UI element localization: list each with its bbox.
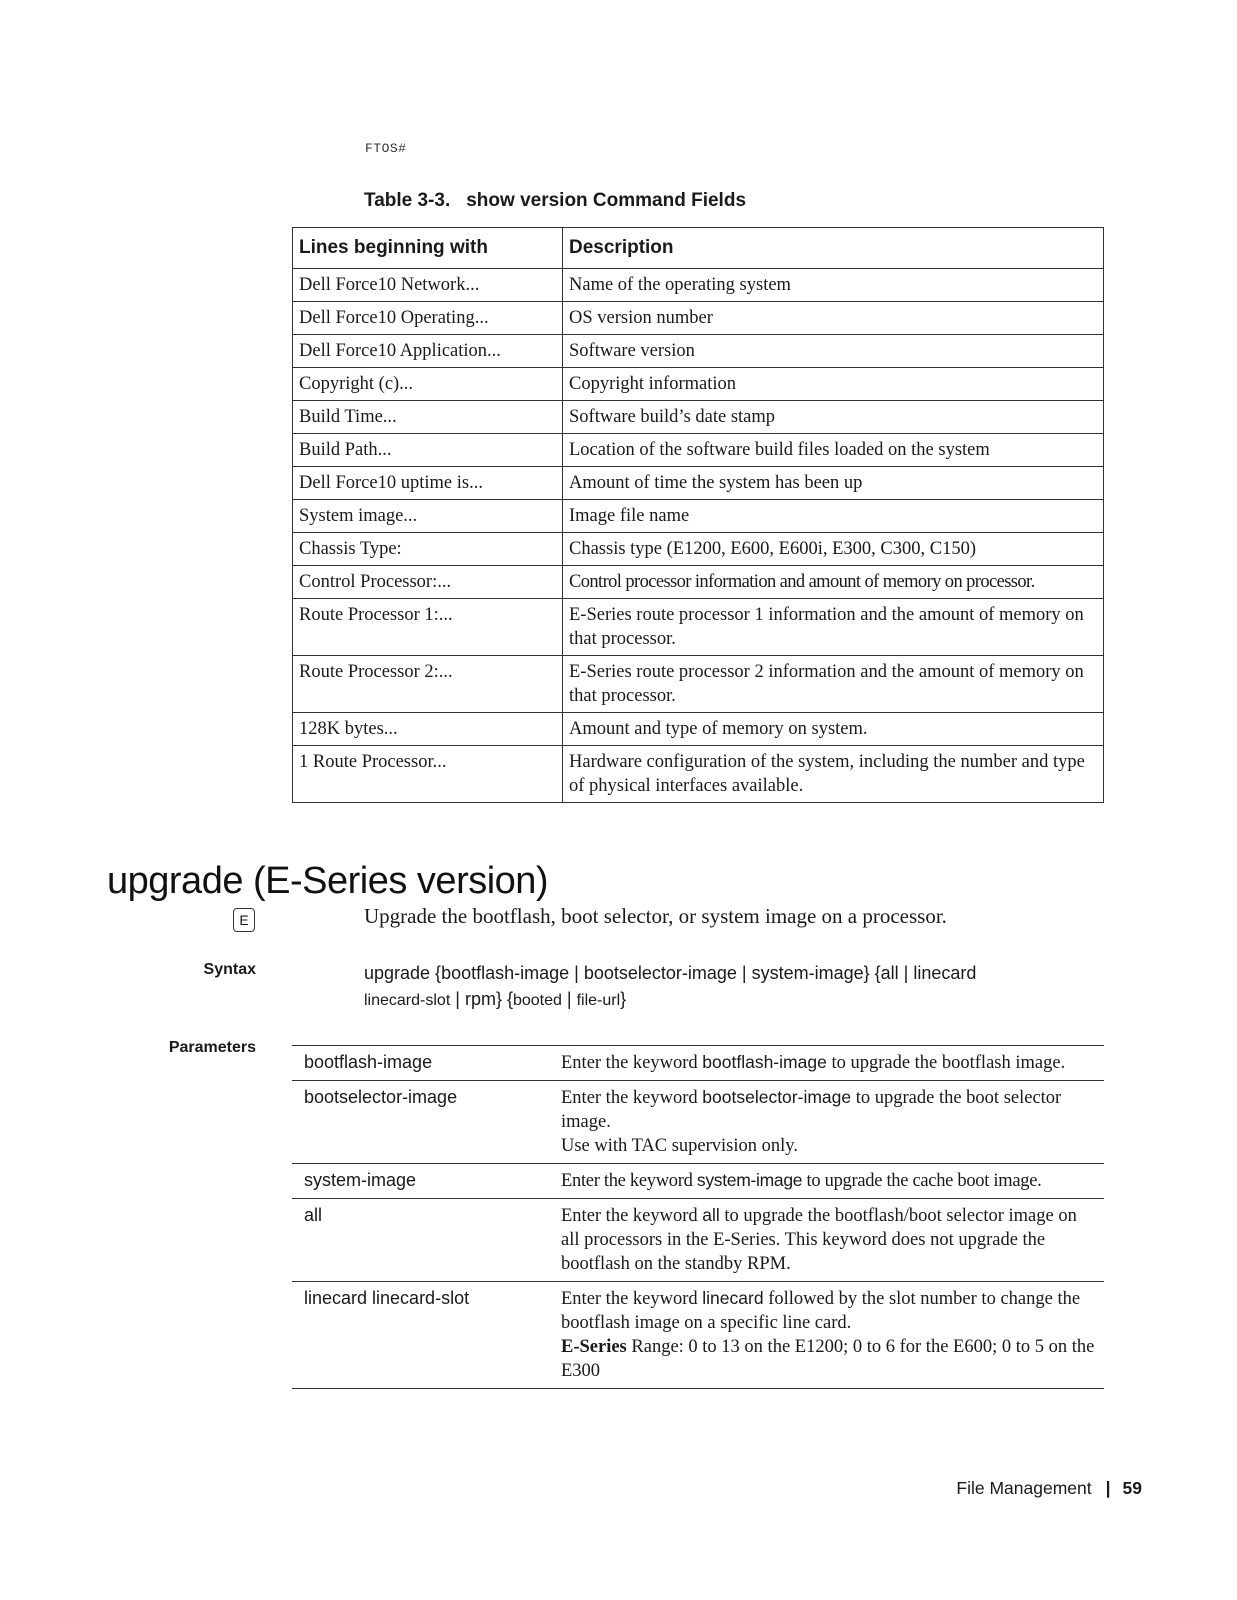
parameter-row [292, 1081, 1104, 1164]
cell-description: E-Series route processor 1 information and the amount of memory on that processor. [563, 599, 1104, 656]
e-series-platform-icon: E [233, 908, 255, 932]
desc-text: to upgrade the bootflash/boot selector image on all processors in the E-Series. This keyword does not upgrade the bootflash on the standby RPM. [561, 1206, 1077, 1274]
page-footer [956, 1478, 1142, 1499]
cell-description: E-Series route processor 2 information and the amount of memory on that processor. [563, 656, 1104, 713]
syntax-arg-file-url: file-url [576, 992, 621, 1009]
column-header-description: Description [563, 228, 1104, 269]
cell-description: Software build’s date stamp [563, 401, 1104, 434]
cell-line: System image... [293, 500, 563, 533]
footer-separator: | [1105, 1478, 1111, 1498]
table-header-row [293, 228, 1104, 269]
desc-text: Enter the keyword [561, 1206, 703, 1226]
syntax-arg-booted: booted [512, 992, 562, 1009]
desc-text: Enter the keyword [561, 1171, 697, 1191]
table-row [293, 401, 1104, 434]
cell-line: Control Processor:... [293, 566, 563, 599]
cell-line: 1 Route Processor... [293, 746, 563, 803]
footer-section-name: File Management [956, 1478, 1092, 1498]
cell-description: Amount of time the system has been up [563, 467, 1104, 500]
parameter-row [292, 1164, 1104, 1199]
desc-keyword: linecard [702, 1288, 764, 1308]
desc-text: to upgrade the boot selector image. [561, 1088, 1062, 1132]
table-row [293, 302, 1104, 335]
table-row [293, 713, 1104, 746]
syntax-segment: | rpm} { [450, 989, 513, 1009]
table-row [293, 368, 1104, 401]
desc-keyword: bootselector-image [702, 1087, 852, 1107]
syntax-label: Syntax [203, 961, 256, 978]
parameter-name: bootflash-image [292, 1046, 553, 1081]
command-summary: Upgrade the bootflash, boot selector, or system image on a processor. [364, 904, 947, 928]
table-row [293, 746, 1104, 803]
syntax-line-2 [364, 986, 1064, 1014]
desc-text: to upgrade the cache boot image. [802, 1171, 1042, 1191]
desc-keyword: all [702, 1205, 720, 1225]
cell-line: 128K bytes... [293, 713, 563, 746]
parameter-description [553, 1199, 1104, 1282]
cell-description: Name of the operating system [563, 269, 1104, 302]
table-caption-title: show version Command Fields [466, 190, 747, 211]
cell-description: Image file name [563, 500, 1104, 533]
desc-keyword: system-image [696, 1170, 803, 1190]
cell-line: Copyright (c)... [293, 368, 563, 401]
cell-line: Dell Force10 Operating... [293, 302, 563, 335]
syntax-segment: } [620, 989, 627, 1009]
desc-note: Use with TAC supervision only. [561, 1136, 798, 1156]
table-row [293, 599, 1104, 656]
parameter-description [553, 1046, 1104, 1081]
parameters-label: Parameters [168, 1039, 256, 1056]
cell-description: Copyright information [563, 368, 1104, 401]
desc-text: Enter the keyword [561, 1088, 703, 1108]
parameter-name: all [292, 1199, 553, 1282]
cell-line: Build Path... [293, 434, 563, 467]
syntax-text [364, 960, 1064, 1014]
table-caption-number: Table 3-3. [364, 190, 451, 211]
parameter-row [292, 1282, 1104, 1389]
cell-description: OS version number [563, 302, 1104, 335]
table-row [293, 335, 1104, 368]
cell-line: Dell Force10 Application... [293, 335, 563, 368]
cell-line: Route Processor 1:... [293, 599, 563, 656]
desc-text: Enter the keyword [561, 1289, 703, 1309]
parameter-description [553, 1282, 1104, 1389]
section-title: upgrade (E-Series version) [107, 860, 549, 902]
desc-keyword: bootflash-image [702, 1052, 827, 1072]
cell-line: Route Processor 2:... [293, 656, 563, 713]
desc-text: followed by the slot number to change the bootflash image on a specific line card. [561, 1289, 1081, 1333]
table-row [293, 533, 1104, 566]
cell-description: Location of the software build files loaded on the system [563, 434, 1104, 467]
cell-description: Software version [563, 335, 1104, 368]
parameters-table [292, 1045, 1104, 1389]
parameter-description [553, 1164, 1104, 1199]
table-row [293, 467, 1104, 500]
parameter-row [292, 1046, 1104, 1081]
cell-line: Dell Force10 Network... [293, 269, 563, 302]
cell-description: Hardware configuration of the system, including the number and type of physical interfaces available. [563, 746, 1104, 803]
table-row [293, 656, 1104, 713]
cell-line: Build Time... [293, 401, 563, 434]
syntax-line-1: upgrade {bootflash-image | bootselector-image | system-image} {all | linecard [364, 963, 977, 983]
desc-text: to upgrade the bootflash image. [826, 1053, 1066, 1073]
show-version-fields-table [292, 227, 1104, 803]
cell-line: Chassis Type: [293, 533, 563, 566]
table-row [293, 566, 1104, 599]
parameter-name: bootselector-image [292, 1081, 553, 1164]
column-header-lines: Lines beginning with [293, 228, 563, 269]
parameter-row [292, 1199, 1104, 1282]
syntax-segment: | [561, 989, 577, 1009]
table-row [293, 269, 1104, 302]
desc-platform: E-Series [561, 1337, 627, 1357]
desc-text: Enter the keyword [561, 1053, 703, 1073]
table-row [293, 434, 1104, 467]
parameter-name: linecard linecard-slot [292, 1282, 553, 1389]
syntax-arg-linecard-slot: linecard-slot [364, 992, 451, 1009]
parameter-description [553, 1081, 1104, 1164]
table-caption [364, 190, 746, 212]
desc-range: Range: 0 to 13 on the E1200; 0 to 6 for the E600; 0 to 5 on the E300 [561, 1337, 1095, 1381]
table-row [293, 500, 1104, 533]
parameter-name: system-image [292, 1164, 553, 1199]
page-number: 59 [1122, 1478, 1142, 1498]
cell-description: Amount and type of memory on system. [563, 713, 1104, 746]
code-prompt: FTOS# [365, 141, 407, 156]
cell-description: Chassis type (E1200, E600, E600i, E300, C300, C150) [563, 533, 1104, 566]
cell-description: Control processor information and amount of memory on processor. [563, 566, 1104, 599]
cell-line: Dell Force10 uptime is... [293, 467, 563, 500]
